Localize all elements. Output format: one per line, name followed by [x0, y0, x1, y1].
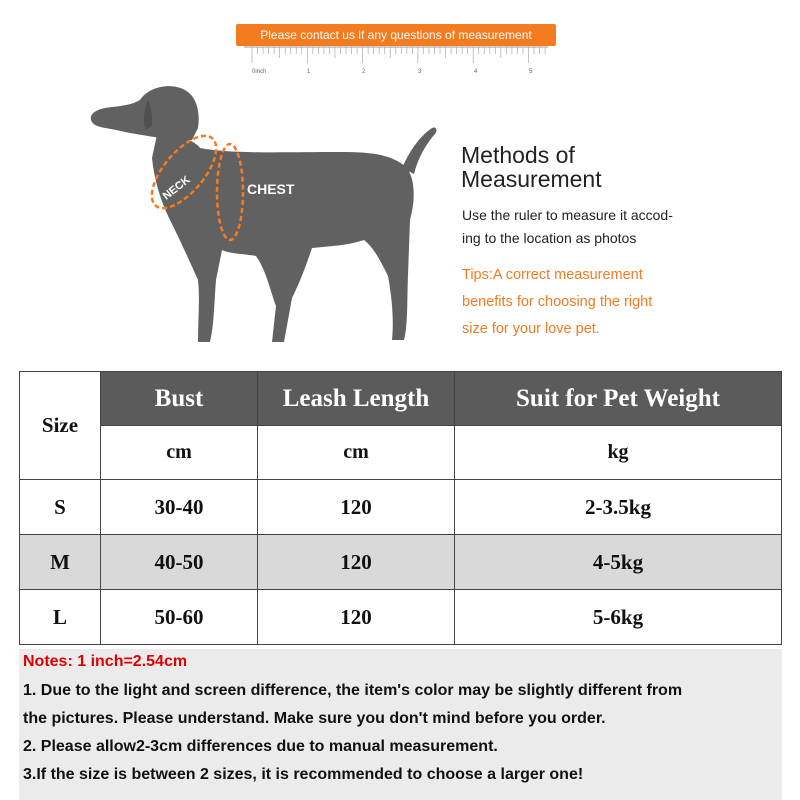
contact-banner: Please contact us if any questions of measurement — [236, 24, 556, 46]
tips-line: Tips:A correct measurement — [462, 267, 643, 283]
leash-cell: 120 — [258, 590, 455, 645]
weight-cell: 4-5kg — [455, 535, 782, 590]
column-header-leash-length: Leash Length — [258, 372, 455, 426]
size-cell: M — [20, 535, 101, 590]
tips-line: size for your love pet. — [462, 321, 600, 337]
note-line: the pictures. Please understand. Make sure you don't mind before you order. — [23, 710, 606, 727]
bust-cell: 30-40 — [101, 480, 258, 535]
size-chart-table — [19, 371, 782, 645]
ruler-unit-label: 0inch — [252, 69, 267, 75]
size-cell: S — [20, 480, 101, 535]
table-row — [20, 480, 782, 535]
leash-cell: 120 — [258, 535, 455, 590]
ruler-tick-label: 1 — [307, 69, 311, 75]
weight-cell: 5-6kg — [455, 590, 782, 645]
column-header-bust: Bust — [101, 372, 258, 426]
ruler-tick-label: 2 — [362, 69, 366, 75]
note-line: 1. Due to the light and screen difference, the item's color may be slightly different from — [23, 682, 683, 699]
notes-title: Notes: 1 inch=2.54cm — [23, 653, 188, 670]
dog-measurement-illustration — [80, 70, 440, 360]
note-line: 3.If the size is between 2 sizes, it is recommended to choose a larger one! — [23, 766, 584, 783]
bust-cell: 50-60 — [101, 590, 258, 645]
unit-cell: kg — [455, 426, 782, 480]
tips-line: benefits for choosing the right — [462, 294, 653, 310]
methods-desc-line: Use the ruler to measure it accod- — [462, 207, 673, 223]
tips-text — [462, 262, 702, 343]
methods-title-line: Methods of — [461, 142, 575, 168]
unit-cell: cm — [101, 426, 258, 480]
ruler-tick-label: 3 — [418, 69, 422, 75]
note-line: 2. Please allow2-3cm differences due to manual measurement. — [23, 738, 498, 755]
size-cell: L — [20, 590, 101, 645]
methods-title — [461, 143, 721, 191]
leash-cell: 120 — [258, 480, 455, 535]
column-header-pet-weight: Suit for Pet Weight — [455, 372, 782, 426]
neck-label: NECK — [160, 173, 193, 203]
ruler-tick-label: 5 — [529, 69, 533, 75]
chest-label: CHEST — [247, 181, 295, 197]
table-row — [20, 535, 782, 590]
methods-title-line: Measurement — [461, 166, 602, 192]
weight-cell: 2-3.5kg — [455, 480, 782, 535]
size-header: Size — [20, 372, 101, 480]
ruler-tick-label: 4 — [474, 69, 478, 75]
unit-cell: cm — [258, 426, 455, 480]
bust-cell: 40-50 — [101, 535, 258, 590]
table-row — [20, 590, 782, 645]
notes-panel — [19, 649, 782, 800]
methods-description — [462, 204, 722, 250]
methods-desc-line: ing to the location as photos — [462, 230, 637, 246]
